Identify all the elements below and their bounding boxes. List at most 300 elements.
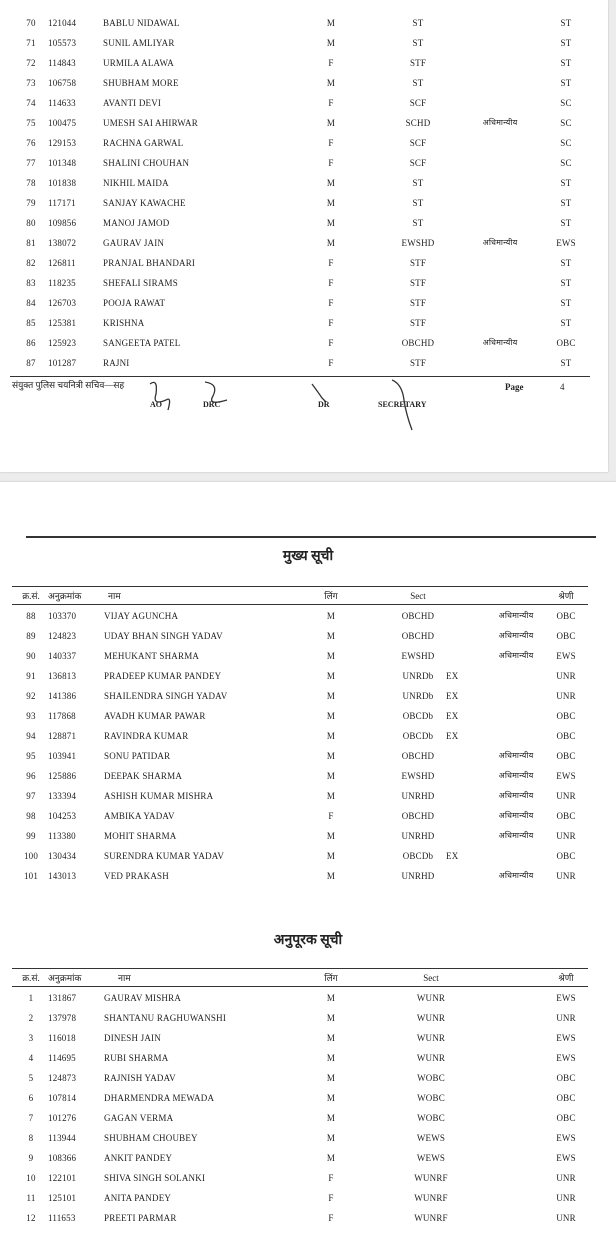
final-category: EWS [556,1053,576,1063]
roll-number: 133394 [48,791,77,801]
gender: M [326,771,336,781]
roll-number: 137978 [48,1013,77,1023]
gender: M [326,1053,336,1063]
roll-number: 136813 [48,671,77,681]
final-category: UNR [556,1173,576,1183]
final-category: EWS [556,238,576,248]
preference-note: अधिमान्यीय [482,238,518,247]
final-category: EWS [556,651,576,661]
gender: M [326,791,336,801]
final-category: UNR [556,1213,576,1223]
gender: M [326,711,336,721]
category: UNRHD [401,791,435,801]
final-category: ST [560,258,572,268]
roll-number: 103941 [48,751,77,761]
gender: F [328,298,334,308]
candidate-name: SURENDRA KUMAR YADAV [104,851,225,861]
final-category: UNR [556,871,576,881]
final-category: OBC [556,751,576,761]
roll-number: 113380 [48,831,76,841]
roll-number: 104253 [48,811,77,821]
category: UNRHD [401,871,435,881]
serial-number: 98 [26,811,36,821]
category: OBCHD [401,611,435,621]
main-header-bottom-rule [12,604,588,605]
candidate-name: GAURAV JAIN [103,238,165,248]
category: EWSHD [401,238,435,248]
serial-number: 92 [26,691,36,701]
category: WEWS [416,1133,446,1143]
roll-number: 114695 [48,1053,76,1063]
col-gender: लिंग [324,591,338,601]
serial-number: 11 [26,1193,36,1203]
candidate-name: SHAILENDRA SINGH YADAV [104,691,228,701]
final-category: SC [560,98,572,108]
gender: M [326,851,336,861]
serial-number: 91 [26,671,36,681]
roll-number: 111653 [48,1213,76,1223]
category: OBCHD [401,811,435,821]
candidate-name: ANITA PANDEY [104,1193,172,1203]
document-page-1 [0,0,608,472]
category: WUNR [416,1033,446,1043]
category: ST [412,78,424,88]
footer-signature-caption: संयुक्त पुलिस चयनित्री सचिव—सह [12,380,125,390]
preference-note: अधिमान्यीय [498,751,534,760]
final-category: ST [560,278,572,288]
candidate-name: GAURAV MISHRA [104,993,182,1003]
gender: F [328,58,334,68]
gender: M [326,38,336,48]
serial-number: 78 [26,178,36,188]
gender: M [326,1073,336,1083]
serial-number: 84 [26,298,36,308]
gender: M [326,751,336,761]
category: OBCHD [401,631,435,641]
roll-number: 103370 [48,611,77,621]
gender: M [326,1133,336,1143]
preference-note: अधिमान्यीय [498,791,534,800]
category: WEWS [416,1153,446,1163]
roll-number: 140337 [48,651,77,661]
gender: M [326,78,336,88]
final-category: UNR [556,1193,576,1203]
candidate-name: DINESH JAIN [104,1033,161,1043]
gender: M [326,993,336,1003]
candidate-name: VIJAY AGUNCHA [104,611,179,621]
gender: F [328,98,334,108]
candidate-name: MANOJ JAMOD [103,218,170,228]
final-category: EWS [556,1153,576,1163]
serial-number: 80 [26,218,36,228]
category: OBCDb [402,711,434,721]
gender: M [326,671,336,681]
gender: F [328,278,334,288]
serial-number: 9 [28,1153,34,1163]
category: UNRDb [402,691,434,701]
category: UNRDb [402,671,434,681]
final-category: OBC [556,338,576,348]
candidate-name: MOHIT SHARMA [104,831,177,841]
gender: F [328,138,334,148]
roll-number: 107814 [48,1093,77,1103]
serial-number: 95 [26,751,36,761]
page-label: Page [505,382,524,392]
serial-number: 81 [26,238,36,248]
category: OBCDb [402,851,434,861]
candidate-name: DEEPAK SHARMA [104,771,183,781]
final-category: UNR [556,831,576,841]
candidate-name: SHALINI CHOUHAN [103,158,190,168]
category: WOBC [417,1113,445,1123]
ex-serviceman-flag: EX [446,691,459,701]
main-table-header [0,588,608,604]
preference-note: अधिमान्यीय [482,118,518,127]
final-category: SC [560,138,572,148]
final-category: OBC [556,731,576,741]
roll-number: 128871 [48,731,77,741]
preference-note: अधिमान्यीय [498,771,534,780]
gender: M [326,118,336,128]
gender: M [326,198,336,208]
final-category: ST [560,18,572,28]
candidate-name: SHANTANU RAGHUWANSHI [104,1013,227,1023]
final-category: EWS [556,1033,576,1043]
category: WUNR [416,993,446,1003]
candidate-name: SHUBHAM MORE [103,78,179,88]
final-category: OBC [556,811,576,821]
serial-number: 5 [28,1073,34,1083]
candidate-name: URMILA ALAWA [103,58,174,68]
preference-note: अधिमान्यीय [498,651,534,660]
roll-number: 113944 [48,1133,76,1143]
candidate-name: RAJNISH YADAV [104,1073,176,1083]
final-category: UNR [556,671,576,681]
candidate-name: PREETI PARMAR [104,1213,177,1223]
category: OBCHD [401,751,435,761]
gender: F [328,338,334,348]
supp-header-top-rule [12,968,588,969]
category: ST [412,38,424,48]
final-category: ST [560,78,572,88]
category: STF [409,298,427,308]
gender: M [326,1013,336,1023]
candidate-name: ANKIT PANDEY [104,1153,173,1163]
serial-number: 8 [28,1133,34,1143]
candidate-name: RACHNA GARWAL [103,138,184,148]
category: WUNR [416,1013,446,1023]
gender: M [326,731,336,741]
roll-number: 124823 [48,631,77,641]
candidate-name: RAVINDRA KUMAR [104,731,189,741]
ex-serviceman-flag: EX [446,731,459,741]
candidate-name: AVADH KUMAR PAWAR [104,711,206,721]
candidate-name: AMBIKA YADAV [104,811,175,821]
supp-col-cat: Sect [423,973,439,983]
roll-number: 118235 [48,278,76,288]
final-category: OBC [556,851,576,861]
page-number: 4 [560,382,565,392]
final-category: ST [560,198,572,208]
gender: M [326,1093,336,1103]
serial-number: 101 [23,871,39,881]
final-category: EWS [556,771,576,781]
candidate-name: POOJA RAWAT [103,298,166,308]
serial-number: 4 [28,1053,34,1063]
main-list-title: मुख्य सूची [282,549,334,564]
gender: M [326,218,336,228]
final-category: EWS [556,993,576,1003]
candidate-name: SANGEETA PATEL [103,338,181,348]
document-page-2 [0,482,616,1248]
serial-number: 2 [28,1013,34,1023]
final-category: SC [560,158,572,168]
preference-note: अधिमान्यीय [498,811,534,820]
preference-note: अधिमान्यीय [498,611,534,620]
category: WUNRF [414,1173,448,1183]
final-category: OBC [556,631,576,641]
category: EWSHD [401,771,435,781]
candidate-name: GAGAN VERMA [104,1113,174,1123]
gender: M [326,178,336,188]
signature-ao: AO [150,400,162,409]
category: UNRHD [401,831,435,841]
category: ST [412,218,424,228]
category: STF [409,358,427,368]
serial-number: 72 [26,58,36,68]
supp-col-gender: लिंग [324,973,338,983]
signature-secretary: SECRETARY [378,400,427,409]
col-final: श्रेणी [558,591,574,601]
candidate-name: SHIVA SINGH SOLANKI [104,1173,206,1183]
category: OBCDb [402,731,434,741]
candidate-name: NIKHIL MAIDA [103,178,169,188]
supp-col-sn: क्र.सं. [22,973,40,983]
serial-number: 93 [26,711,36,721]
final-category: UNR [556,791,576,801]
candidate-name: BABLU NIDAWAL [103,18,180,28]
final-category: ST [560,38,572,48]
gender: M [326,1113,336,1123]
supp-header-bottom-rule [12,986,588,987]
supp-table-header [0,970,608,986]
serial-number: 7 [28,1113,34,1123]
supplementary-list-title: अनुपूरक सूची [273,933,343,948]
gender: M [326,1033,336,1043]
serial-number: 77 [26,158,36,168]
final-category: ST [560,298,572,308]
gender: M [326,631,336,641]
gender: F [328,1213,334,1223]
serial-number: 82 [26,258,36,268]
serial-number: 88 [26,611,36,621]
roll-number: 126703 [48,298,77,308]
candidate-name: DHARMENDRA MEWADA [104,1093,215,1103]
category: WUNR [416,1053,446,1063]
col-sn: क्र.सं. [22,591,40,601]
candidate-name: PRADEEP KUMAR PANDEY [104,671,222,681]
roll-number: 101287 [48,358,77,368]
roll-number: 101348 [48,158,77,168]
ex-serviceman-flag: EX [446,851,459,861]
serial-number: 99 [26,831,36,841]
roll-number: 141386 [48,691,77,701]
serial-number: 76 [26,138,36,148]
final-category: ST [560,318,572,328]
category: ST [412,18,424,28]
category: ST [412,198,424,208]
gender: F [328,811,334,821]
roll-number: 117868 [48,711,76,721]
candidate-name: SHEFALI SIRAMS [103,278,178,288]
roll-number: 124873 [48,1073,77,1083]
candidate-name: KRISHNA [103,318,145,328]
gender: F [328,158,334,168]
serial-number: 74 [26,98,36,108]
final-category: SC [560,118,572,128]
roll-number: 114633 [48,98,76,108]
category: SCF [409,138,427,148]
category: EWSHD [401,651,435,661]
roll-number: 121044 [48,18,77,28]
col-name: नाम [108,591,121,601]
roll-number: 138072 [48,238,77,248]
gender: F [328,1193,334,1203]
serial-number: 87 [26,358,36,368]
supp-col-name: नाम [118,973,131,983]
candidate-name: RUBI SHARMA [104,1053,169,1063]
serial-number: 6 [28,1093,34,1103]
supp-col-final: श्रेणी [558,973,574,983]
category: STF [409,318,427,328]
final-category: UNR [556,691,576,701]
main-header-top-rule [12,586,588,587]
gender: M [326,611,336,621]
category: WUNRF [414,1193,448,1203]
candidate-name: AVANTI DEVI [103,98,162,108]
final-category: ST [560,178,572,188]
candidate-name: MEHUKANT SHARMA [104,651,200,661]
candidate-name: UMESH SAI AHIRWAR [103,118,198,128]
signature-drc: DRC [203,400,221,409]
candidate-name: VED PRAKASH [104,871,169,881]
col-roll: अनुक्रमांक [48,591,82,601]
top-rule [26,536,596,538]
final-category: OBC [556,1093,576,1103]
candidate-name: SUNIL AMLIYAR [103,38,175,48]
candidate-name: SANJAY KAWACHE [103,198,186,208]
category: WUNRF [414,1213,448,1223]
signature-scribbles [0,376,608,436]
candidate-name: RAJNI [103,358,130,368]
category: ST [412,178,424,188]
roll-number: 126811 [48,258,76,268]
roll-number: 122101 [48,1173,77,1183]
serial-number: 70 [26,18,36,28]
preference-note: अधिमान्यीय [498,831,534,840]
supp-col-roll: अनुक्रमांक [48,973,82,983]
ex-serviceman-flag: EX [446,711,459,721]
category: WOBC [417,1093,445,1103]
ex-serviceman-flag: EX [446,671,459,681]
roll-number: 109856 [48,218,77,228]
final-category: UNR [556,1013,576,1023]
final-category: OBC [556,1073,576,1083]
category: SCHD [405,118,431,128]
serial-number: 100 [23,851,39,861]
gender: M [326,831,336,841]
preference-note: अधिमान्यीय [498,871,534,880]
serial-number: 90 [26,651,36,661]
gender: M [326,18,336,28]
roll-number: 125381 [48,318,77,328]
candidate-name: SONU PATIDAR [104,751,171,761]
final-category: EWS [556,1133,576,1143]
serial-number: 97 [26,791,36,801]
final-category: ST [560,218,572,228]
final-category: ST [560,358,572,368]
serial-number: 85 [26,318,36,328]
category: STF [409,258,427,268]
gender: M [326,691,336,701]
serial-number: 12 [26,1213,36,1223]
gender: M [326,651,336,661]
roll-number: 143013 [48,871,77,881]
serial-number: 89 [26,631,36,641]
roll-number: 116018 [48,1033,76,1043]
category: SCF [409,158,427,168]
serial-number: 1 [28,993,34,1003]
serial-number: 73 [26,78,36,88]
category: STF [409,278,427,288]
roll-number: 131867 [48,993,77,1003]
serial-number: 94 [26,731,36,741]
roll-number: 100475 [48,118,77,128]
roll-number: 101838 [48,178,77,188]
roll-number: 114843 [48,58,76,68]
serial-number: 79 [26,198,36,208]
signature-dr: DR [318,400,330,409]
serial-number: 86 [26,338,36,348]
roll-number: 125101 [48,1193,77,1203]
serial-number: 83 [26,278,36,288]
serial-number: 75 [26,118,36,128]
category: OBCHD [401,338,435,348]
category: SCF [409,98,427,108]
roll-number: 130434 [48,851,77,861]
candidate-name: UDAY BHAN SINGH YADAV [104,631,223,641]
roll-number: 106758 [48,78,77,88]
gender: F [328,258,334,268]
roll-number: 125923 [48,338,77,348]
serial-number: 96 [26,771,36,781]
candidate-name: PRANJAL BHANDARI [103,258,196,268]
candidate-name: ASHISH KUMAR MISHRA [104,791,214,801]
gender: F [328,1173,334,1183]
final-category: OBC [556,611,576,621]
gender: M [326,871,336,881]
category: WOBC [417,1073,445,1083]
roll-number: 125886 [48,771,77,781]
gender: M [326,1153,336,1163]
serial-number: 10 [26,1173,36,1183]
gender: M [326,238,336,248]
final-category: OBC [556,711,576,721]
roll-number: 108366 [48,1153,77,1163]
final-category: OBC [556,1113,576,1123]
serial-number: 71 [26,38,36,48]
roll-number: 105573 [48,38,77,48]
